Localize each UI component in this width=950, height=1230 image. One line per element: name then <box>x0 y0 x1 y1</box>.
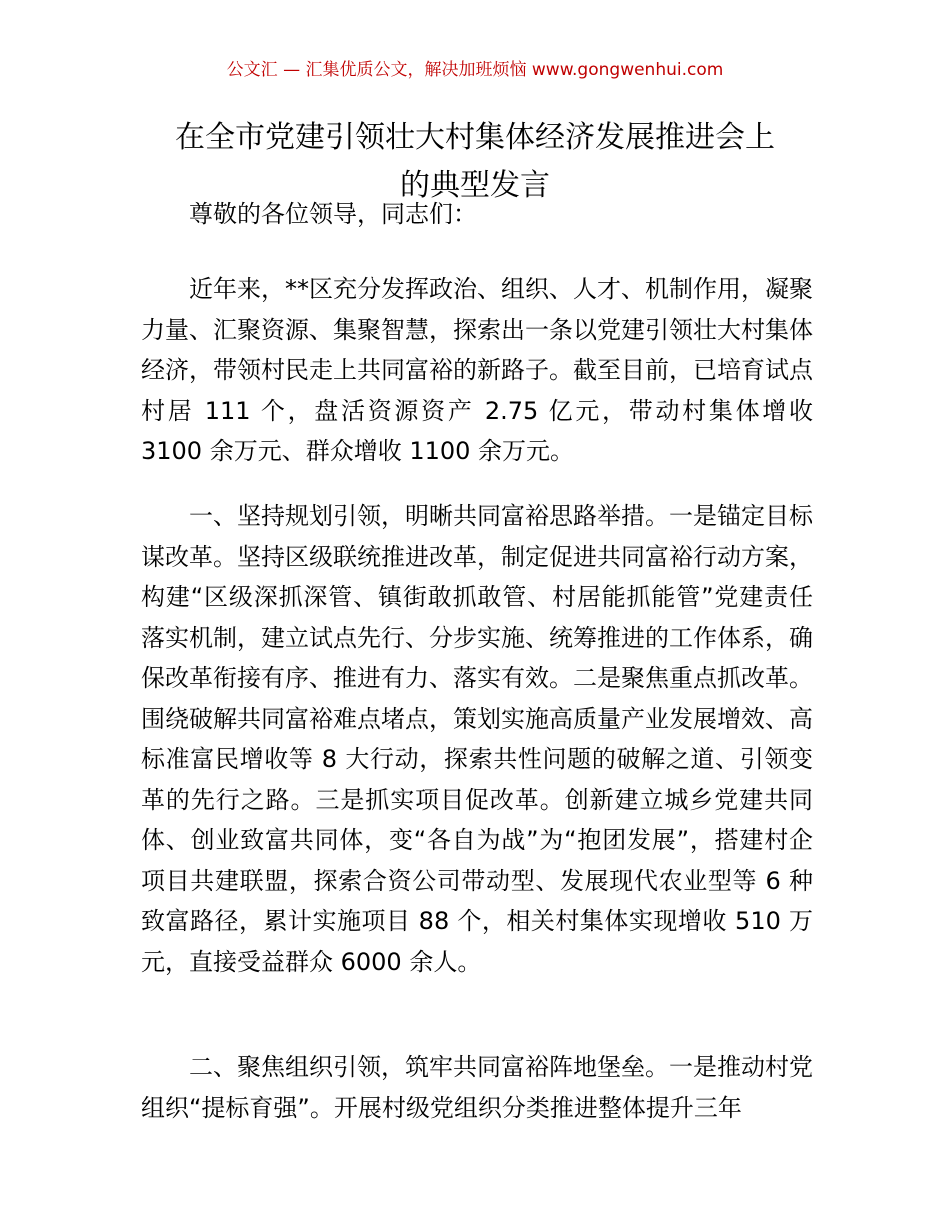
paragraph: 一、坚持规划引领，明晰共同富裕思路举措。一是锚定目标谋改革。坚持区级联统推进改革，制定促进共同富裕行动方案，构建“区级深抓深管、镇街敢抓敢管、村居能抓能管”党建责任落实机制，建立试点先行、分步实施、统筹推进的工作体系，确保改革衔接有序、推进有力、落实有效。二是聚焦重点抓改革。围绕破解共同富裕难点堵点，策划实施高质量产业发展增效、高标准富民增收等 8 大行动，探索共性问题的破解之道、引领变革的先行之路。三是抓实项目促改革。创新建立城乡党建共同体、创业致富共同体，变“各自为战”为“抱团发展”，搭建村企项目共建联盟，探索合资公司带动型、发展现代农业型等 6 种致富路径，累计实施项目 88 个，相关村集体实现增收 510 万元，直接受益群众 6000 余人。 <box>141 502 813 976</box>
paragraph: 近年来，**区充分发挥政治、组织、人才、机制作用，凝聚力量、汇聚资源、集聚智慧，探索出一条以党建引领壮大村集体经济，带领村民走上共同富裕的新路子。截至目前，已培育试点村居 111 个，盘活资源资产 2.75 亿元，带动村集体增收 3100 余万元、群众增收 1100 余万元。 <box>141 275 813 465</box>
title-line-1: 在全市党建引领壮大村集体经济发展推进会上 <box>175 120 775 155</box>
title-line-2: 的典型发言 <box>400 168 550 203</box>
salutation: 尊敬的各位领导，同志们： <box>189 200 477 228</box>
site-header-banner: 公文汇 — 汇集优质公文，解决加班烦恼 www.gongwenhui.com <box>226 60 724 80</box>
paragraph: 二、聚焦组织引领，筑牢共同富裕阵地堡垒。一是推动村党组织“提标育强”。开展村级党组织分类推进整体提升三年 <box>141 1053 813 1122</box>
